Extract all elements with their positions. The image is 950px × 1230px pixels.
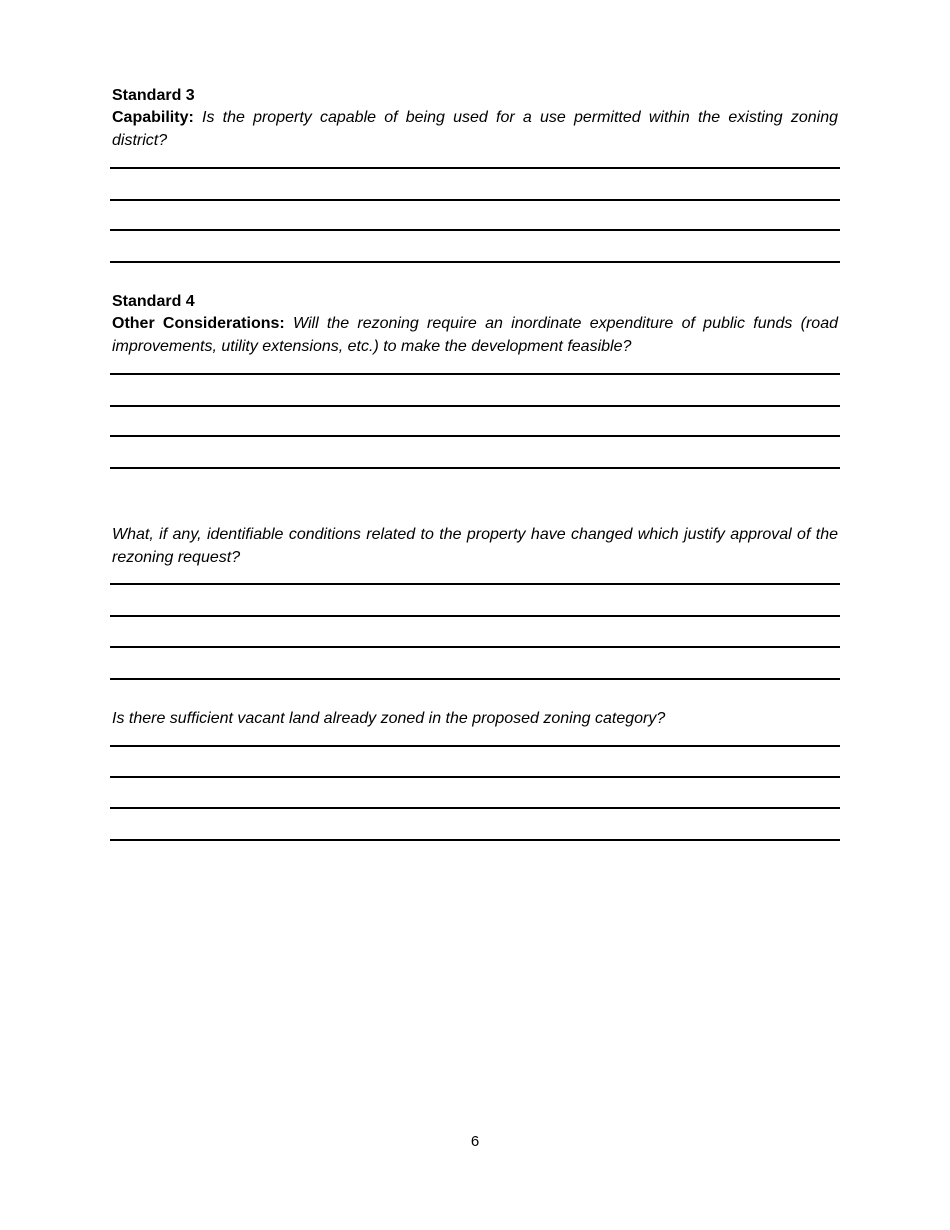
answer-line-standard-3-4[interactable] xyxy=(110,261,840,263)
standard-3-heading: Standard 3 xyxy=(112,87,195,104)
answer-line-standard-3-1[interactable] xyxy=(110,167,840,169)
standard-4-question xyxy=(112,313,838,358)
answer-line-standard-3-3[interactable] xyxy=(110,229,840,231)
answer-line-standard-3-2[interactable] xyxy=(110,199,840,201)
answer-line-standard-4-4[interactable] xyxy=(110,467,840,469)
vacant-land-question-text: Is there sufficient vacant land already zoned in the proposed zoning category? xyxy=(112,710,666,727)
answer-line-changed-conditions-1[interactable] xyxy=(110,583,840,585)
answer-line-vacant-land-1[interactable] xyxy=(110,745,840,747)
answer-line-standard-4-3[interactable] xyxy=(110,435,840,437)
vacant-land-section xyxy=(112,708,838,731)
standard-4-heading: Standard 4 xyxy=(112,293,195,310)
answer-line-standard-4-1[interactable] xyxy=(110,373,840,375)
standard-4-section xyxy=(112,291,838,358)
answer-line-changed-conditions-4[interactable] xyxy=(110,678,840,680)
answer-line-changed-conditions-2[interactable] xyxy=(110,615,840,617)
standard-4-label: Other Considerations: xyxy=(112,315,285,332)
standard-3-question xyxy=(112,107,838,152)
answer-line-vacant-land-3[interactable] xyxy=(110,807,840,809)
standard-3-section xyxy=(112,85,838,152)
answer-line-standard-4-2[interactable] xyxy=(110,405,840,407)
answer-line-changed-conditions-3[interactable] xyxy=(110,646,840,648)
standard-4-question-text: Will the rezoning require an inordinate expenditure of public funds (road improvements, utility extensions, etc.) to make the development feasible? xyxy=(112,315,839,355)
changed-conditions-section xyxy=(112,524,838,569)
page-number: 6 xyxy=(470,1133,480,1150)
changed-conditions-question xyxy=(112,524,838,569)
changed-conditions-question-text: What, if any, identifiable conditions related to the property have changed which justify approval of the rezoning request? xyxy=(112,526,838,566)
standard-3-label: Capability: xyxy=(112,109,194,126)
answer-line-vacant-land-4[interactable] xyxy=(110,839,840,841)
answer-line-vacant-land-2[interactable] xyxy=(110,776,840,778)
vacant-land-question xyxy=(112,708,838,731)
standard-3-question-text: Is the property capable of being used for a use permitted within the existing zoning district? xyxy=(112,109,838,149)
